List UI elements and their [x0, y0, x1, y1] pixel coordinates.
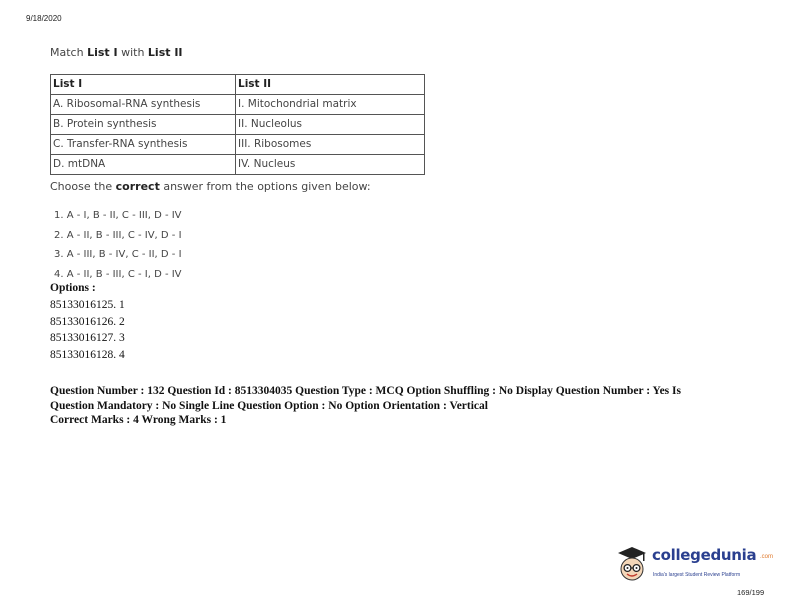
- question-prompt: [50, 46, 183, 59]
- prompt-list2: List II: [147, 46, 183, 59]
- mascot-icon: [612, 544, 652, 586]
- table-header-list2: List II: [236, 75, 425, 95]
- table-row: [51, 155, 425, 175]
- table-row: [51, 135, 425, 155]
- table-cell: IV. Nucleus: [236, 155, 425, 175]
- option-id: 85133016128. 4: [50, 348, 125, 361]
- options-block: [50, 282, 125, 365]
- metadata-line: Question Mandatory : No Single Line Question Option : No Option Orientation : Vertical: [50, 399, 488, 412]
- logo-brand-suffix: .com: [760, 554, 774, 560]
- option-id: 85133016126. 2: [50, 315, 125, 328]
- table-cell: A. Ribosomal-RNA synthesis: [51, 95, 236, 115]
- prompt-mid: with: [117, 46, 148, 59]
- metadata-line: Correct Marks : 4 Wrong Marks : 1: [50, 414, 227, 426]
- options-title: Options :: [50, 282, 96, 294]
- answer-choice: 2. A - II, B - III, C - IV, D - I: [54, 229, 182, 241]
- print-date: 9/18/2020: [26, 14, 62, 23]
- page-number: 169/199: [737, 588, 765, 597]
- answer-choice-list: [54, 209, 182, 287]
- instruction-suffix: answer from the options given below:: [159, 180, 371, 193]
- logo-brand: collegedunia: [652, 546, 757, 564]
- metadata-line: Question Number : 132 Question Id : 8513304035 Question Type : MCQ Option Shuffling : No Display Question Number : Yes Is: [50, 385, 681, 397]
- question-metadata: [50, 384, 750, 428]
- prompt-prefix: Match: [50, 46, 88, 59]
- table-cell: I. Mitochondrial matrix: [236, 95, 425, 115]
- logo-tagline: India's largest Student Review Platform: [653, 572, 741, 578]
- table-header-list1: List I: [51, 75, 236, 95]
- instruction-bold: correct: [115, 180, 160, 193]
- answer-choice: 3. A - III, B - IV, C - II, D - I: [54, 249, 182, 260]
- answer-choice: 4. A - II, B - III, C - I, D - IV: [54, 268, 182, 280]
- table-row: [51, 95, 425, 115]
- table-row: [51, 115, 425, 135]
- instruction-prefix: Choose the: [50, 180, 116, 193]
- answer-choice: 1. A - I, B - II, C - III, D - IV: [54, 210, 182, 221]
- match-table: [50, 74, 425, 175]
- table-cell: D. mtDNA: [51, 155, 236, 175]
- instruction-text: [50, 180, 371, 193]
- table-cell: C. Transfer-RNA synthesis: [51, 135, 236, 155]
- option-id: 85133016127. 3: [50, 332, 125, 344]
- table-cell: III. Ribosomes: [236, 135, 425, 155]
- table-cell: B. Protein synthesis: [51, 115, 236, 135]
- option-id: 85133016125. 1: [50, 299, 125, 311]
- collegedunia-logo: [612, 544, 772, 586]
- table-header-row: [51, 75, 425, 95]
- prompt-list1: List I: [87, 46, 118, 59]
- table-cell: II. Nucleolus: [236, 115, 425, 135]
